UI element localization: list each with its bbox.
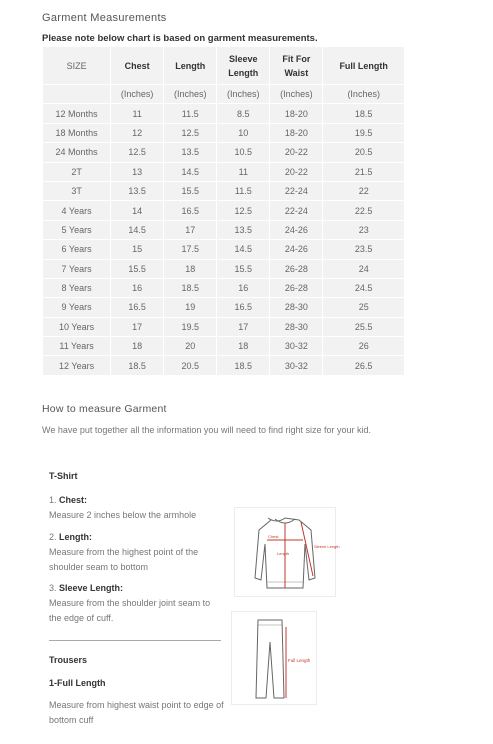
value-cell: 18.5: [164, 278, 217, 297]
header-line-1: Fit For: [282, 53, 311, 64]
trousers-illustration: [232, 612, 316, 704]
sleeve-length-label: Sleeve Length: [314, 544, 340, 549]
full-length-desc: Measure from highest waist point to edge of bottom cuff: [49, 700, 224, 725]
value-cell: 18: [217, 337, 270, 356]
value-cell: 19: [164, 298, 217, 317]
table-row: [43, 143, 405, 162]
value-cell: 18-20: [270, 123, 323, 142]
table-row: [43, 317, 405, 336]
size-cell: 24 Months: [43, 143, 111, 162]
step-desc: Measure from the highest point of the shoulder seam to bottom: [49, 547, 199, 572]
header-line-1: Length: [175, 60, 206, 71]
chest-label: Chest: [268, 534, 279, 539]
size-chart-table: [42, 46, 405, 376]
section-divider: [49, 640, 221, 641]
header-line-1: Chest: [124, 60, 150, 71]
value-cell: 26: [323, 337, 405, 356]
value-cell: 17: [164, 220, 217, 239]
value-cell: 10.5: [217, 143, 270, 162]
size-cell: 2T: [43, 162, 111, 181]
value-cell: 11.5: [217, 181, 270, 200]
value-cell: 16: [217, 278, 270, 297]
full-length-label: Full Length: [288, 658, 311, 663]
value-cell: 12.5: [111, 143, 164, 162]
value-cell: 22-24: [270, 181, 323, 200]
step-title: Sleeve Length:: [59, 583, 124, 593]
table-row: [43, 259, 405, 278]
value-cell: 23.5: [323, 240, 405, 259]
column-header: [111, 47, 164, 85]
value-cell: 13.5: [164, 143, 217, 162]
value-cell: 15.5: [111, 259, 164, 278]
value-cell: 16.5: [164, 201, 217, 220]
sweatshirt-illustration: [235, 508, 340, 596]
table-row: [43, 240, 405, 259]
table-row: [43, 337, 405, 356]
value-cell: 30-32: [270, 356, 323, 375]
table-row: [43, 356, 405, 375]
value-cell: 26-28: [270, 278, 323, 297]
value-cell: 26-28: [270, 259, 323, 278]
value-cell: 18.5: [111, 356, 164, 375]
value-cell: 26.5: [323, 356, 405, 375]
column-header: [270, 47, 323, 85]
value-cell: 18-20: [270, 104, 323, 123]
value-cell: 18.5: [323, 104, 405, 123]
value-cell: 20-22: [270, 162, 323, 181]
chart-note: Please note below chart is based on garment measurements.: [42, 33, 318, 44]
value-cell: 20-22: [270, 143, 323, 162]
value-cell: 20.5: [164, 356, 217, 375]
value-cell: 22.5: [323, 201, 405, 220]
header-line-2: Length: [228, 67, 259, 78]
step-desc: Measure from the shoulder joint seam to the edge of cuff.: [49, 598, 211, 623]
size-cell: 9 Years: [43, 298, 111, 317]
length-label: Length: [277, 551, 290, 556]
value-cell: 15.5: [217, 259, 270, 278]
value-cell: 17.5: [164, 240, 217, 259]
value-cell: 16: [111, 278, 164, 297]
value-cell: 11: [217, 162, 270, 181]
step-number: 1.: [49, 495, 57, 505]
value-cell: 28-30: [270, 298, 323, 317]
column-header: [43, 47, 111, 85]
trousers-diagram: [231, 611, 317, 705]
value-cell: 22-24: [270, 201, 323, 220]
page-title: Garment Measurements: [42, 12, 167, 24]
table-row: [43, 220, 405, 239]
value-cell: 28-30: [270, 317, 323, 336]
step-chest: [49, 493, 224, 523]
value-cell: 13: [111, 162, 164, 181]
table-row: [43, 104, 405, 123]
value-cell: 16.5: [217, 298, 270, 317]
value-cell: 14: [111, 201, 164, 220]
value-cell: 15.5: [164, 181, 217, 200]
value-cell: 24-26: [270, 240, 323, 259]
step-desc: Measure 2 inches below the armhole: [49, 510, 197, 520]
step-number: 3.: [49, 583, 57, 593]
value-cell: 20: [164, 337, 217, 356]
value-cell: 20.5: [323, 143, 405, 162]
table-row: [43, 278, 405, 297]
step-number: 2.: [49, 532, 57, 542]
how-to-intro: We have put together all the information you will need to find right size for your kid.: [42, 425, 372, 435]
value-cell: 18.5: [217, 356, 270, 375]
tshirt-heading: T-Shirt: [49, 471, 78, 481]
value-cell: 18: [111, 337, 164, 356]
size-cell: 3T: [43, 181, 111, 200]
size-cell: 18 Months: [43, 123, 111, 142]
size-chart-header: [43, 47, 405, 104]
value-cell: 30-32: [270, 337, 323, 356]
unit-cell: (Inches): [270, 85, 323, 104]
value-cell: 18: [164, 259, 217, 278]
value-cell: 19.5: [164, 317, 217, 336]
value-cell: 17: [111, 317, 164, 336]
value-cell: 14.5: [111, 220, 164, 239]
unit-cell: (Inches): [217, 85, 270, 104]
table-row: [43, 123, 405, 142]
value-cell: 12: [111, 123, 164, 142]
size-cell: 12 Months: [43, 104, 111, 123]
size-cell: 5 Years: [43, 220, 111, 239]
value-cell: 23: [323, 220, 405, 239]
header-line-1: Sleeve: [229, 53, 258, 64]
header-line-1: Full Length: [339, 60, 388, 71]
value-cell: 24.5: [323, 278, 405, 297]
size-cell: 4 Years: [43, 201, 111, 220]
value-cell: 12.5: [217, 201, 270, 220]
column-header: [164, 47, 217, 85]
header-line-2: Waist: [284, 67, 309, 78]
value-cell: 10: [217, 123, 270, 142]
size-cell: 12 Years: [43, 356, 111, 375]
value-cell: 13.5: [217, 220, 270, 239]
table-row: [43, 298, 405, 317]
header-row: [43, 47, 405, 85]
full-length-title: 1-Full Length: [49, 678, 106, 688]
unit-cell: (Inches): [323, 85, 405, 104]
step-length: [49, 530, 224, 575]
size-cell: 11 Years: [43, 337, 111, 356]
step-title: Length:: [59, 532, 93, 542]
unit-cell: (Inches): [111, 85, 164, 104]
step-sleeve-length: [49, 581, 224, 626]
unit-cell: [43, 85, 111, 104]
value-cell: 24-26: [270, 220, 323, 239]
value-cell: 22: [323, 181, 405, 200]
size-cell: 7 Years: [43, 259, 111, 278]
column-header: [323, 47, 405, 85]
size-chart-body: [43, 104, 405, 375]
value-cell: 17: [217, 317, 270, 336]
unit-cell: (Inches): [164, 85, 217, 104]
header-line-1: SIZE: [66, 60, 87, 71]
value-cell: 11.5: [164, 104, 217, 123]
value-cell: 8.5: [217, 104, 270, 123]
units-row: [43, 85, 405, 104]
value-cell: 25: [323, 298, 405, 317]
tshirt-diagram: [234, 507, 340, 597]
value-cell: 15: [111, 240, 164, 259]
value-cell: 25.5: [323, 317, 405, 336]
value-cell: 11: [111, 104, 164, 123]
value-cell: 12.5: [164, 123, 217, 142]
trousers-heading: Trousers: [49, 655, 88, 665]
column-header: [217, 47, 270, 85]
table-row: [43, 162, 405, 181]
value-cell: 14.5: [217, 240, 270, 259]
value-cell: 19.5: [323, 123, 405, 142]
size-cell: 8 Years: [43, 278, 111, 297]
table-row: [43, 201, 405, 220]
size-cell: 10 Years: [43, 317, 111, 336]
value-cell: 21.5: [323, 162, 405, 181]
size-cell: 6 Years: [43, 240, 111, 259]
table-row: [43, 181, 405, 200]
how-to-heading: How to measure Garment: [42, 403, 167, 415]
value-cell: 14.5: [164, 162, 217, 181]
step-title: Chest:: [59, 495, 88, 505]
value-cell: 24: [323, 259, 405, 278]
value-cell: 13.5: [111, 181, 164, 200]
value-cell: 16.5: [111, 298, 164, 317]
